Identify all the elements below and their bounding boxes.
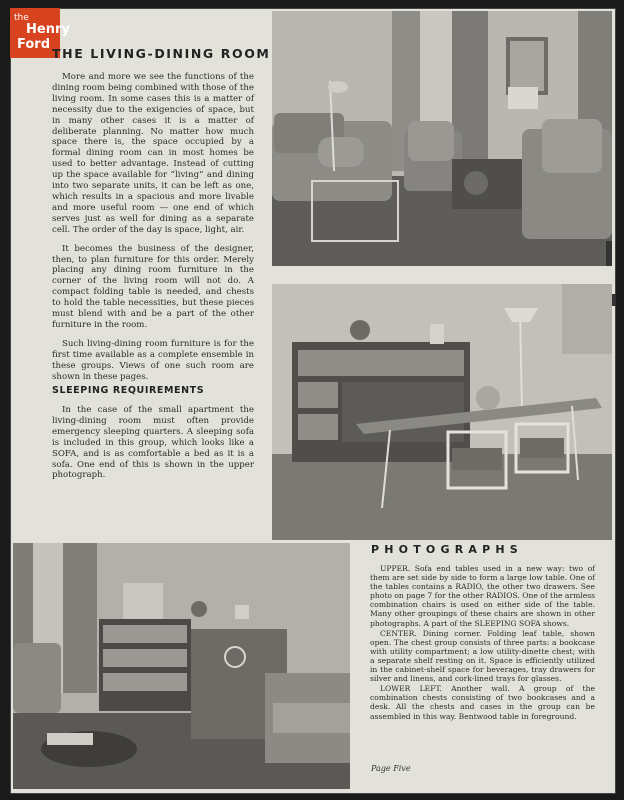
- photo-center-dining-corner: [272, 284, 612, 540]
- caption-upper: UPPER. Sofa end tables used in a new way: two of them are set side by side to form a large low table. One of the tables contains a RADIO, the other two drawers. See photo on page 7 for the other RADIOS. One of the armless combination chairs is used on either side of the table. Many other groupings of these chairs are shown in other photographs. A part of the SLEEPING SOFA shows.: [370, 564, 595, 628]
- sleeping-text: [52, 405, 254, 489]
- registration-mark: [612, 294, 616, 306]
- intro-text: [52, 72, 254, 390]
- section-heading: SLEEPING REQUIREMENTS: [52, 385, 205, 396]
- photo-captions: [370, 564, 595, 722]
- document-page: [10, 8, 616, 794]
- henry-ford-logo: the Henry Ford: [10, 8, 60, 58]
- page-number: Page Five: [371, 764, 411, 773]
- photo-upper-living-room: [272, 11, 612, 266]
- paragraph: Such living-dining room furniture is for the first time available as a complete ensemble in these groups. Views of one such room are shown in these pages.: [52, 338, 254, 382]
- page-title: THE LIVING-DINING ROOM: [52, 46, 271, 61]
- paragraph: In the case of the small apartment the living-dining room must often provide emergency sleeping quarters. A sleeping sofa is included in this group, which looks like a SOFA, and is as comfortable a bed as it is a sofa. One end of this is shown in the upper photograph.: [52, 405, 254, 481]
- paragraph: More and more we see the functions of the dining room being combined with those of the living room. In some cases this is a matter of necessity due to the exigencies of space, but in many other cases it is a matter of deliberate planning. No matter how much space there is, the space occupied by a formal dining room can in most homes be used to better advantage. Instead of cutting up the space available for “living” and dining into two separate units, it can be left as one, which results in a spacious and more livable and more useful room — one end of which serves just as well for dining as a separate cell. The order of the day is space, light, air.: [52, 72, 254, 235]
- caption-lower: LOWER LEFT. Another wall. A group of the combination chests consisting of two bookcases and a desk. All the chests and cases in the group can be assembled in this way. Bentwood table in foreground.: [370, 684, 595, 721]
- photo-lower-another-wall: [13, 543, 350, 789]
- caption-center: CENTER. Dining corner. Folding leaf table, shown open. The chest group consists of three parts: a bookcase with utility compartment; a low utility-dinette chest; with a separate shelf resting on it. Space is efficiently utilized in the cabinet-shelf space for beverages, tray drawers for silver and linens, and cork-lined trays for glasses.: [370, 628, 595, 684]
- paragraph: It becomes the business of the designer, then, to plan furniture for this order. Merely placing any dining room furniture in the corner of the living room will not do. A compact folding table is needed, and chests to hold the table necessities, but these pieces must blend with and be a part of the other furniture in the room.: [52, 243, 254, 330]
- photographs-heading: PHOTOGRAPHS: [371, 543, 523, 556]
